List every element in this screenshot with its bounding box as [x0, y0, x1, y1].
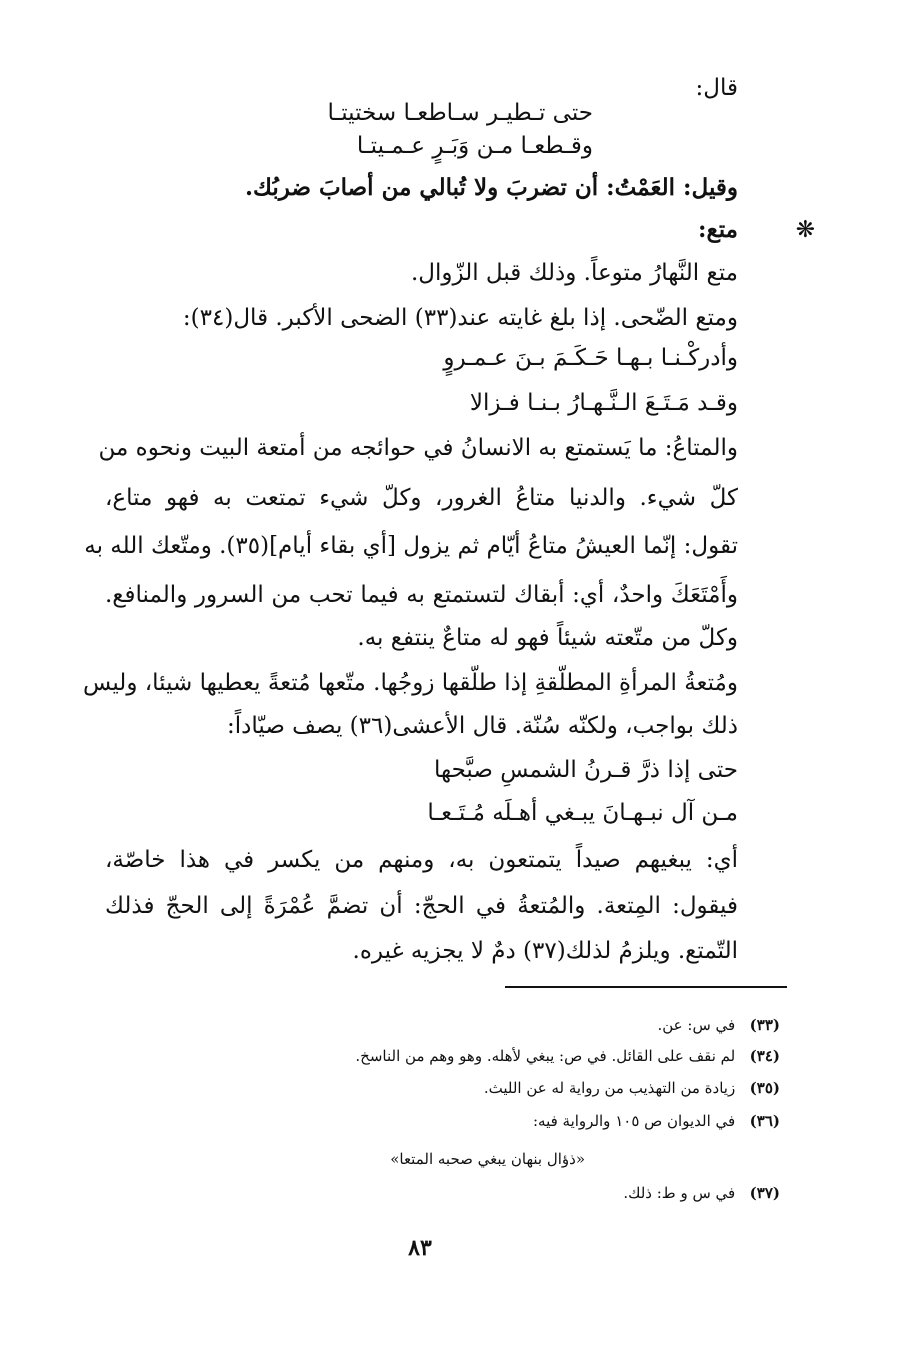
verse-line: مـن آل نبـهـانَ يبـغي أهـلَه مُـتَـعـا [427, 800, 738, 826]
text-line: وأَمْتَعَكَ واحدٌ، أي: أبقاك لتستمتع به فيما تحب من السرور والمنافع. [105, 582, 738, 608]
footnote-number: (٣٥) [749, 1079, 780, 1097]
footnote-number: (٣٣) [749, 1016, 780, 1034]
footnote [533, 1108, 780, 1134]
text-line: فيقول: المِتعة. والمُتعةُ في الحجّ: أن تضمَّ عُمْرَةً إلى الحجّ فذلك [105, 893, 738, 919]
footnote-number: (٣٧) [749, 1184, 780, 1202]
section-heading: متع: [698, 216, 738, 243]
footnote-verse [390, 1146, 585, 1172]
footnote-text: في س و ط: ذلك. [623, 1184, 736, 1202]
verse-line: حتى تـطيـر سـاطعـا سختيتـا [327, 100, 593, 126]
footnote-text: في س: عن. [657, 1016, 736, 1034]
footnote-divider [505, 986, 787, 988]
footnote [623, 1180, 780, 1206]
footnote-number: (٣٦) [749, 1112, 780, 1130]
text-line: أي: يبغيهم صيداً يتمتعون به، ومنهم من يكسر في هذا خاصّة، [105, 847, 738, 873]
text-line: ومُتعةُ المرأةِ المطلّقةِ إذا طلّقها زوجُها. متّعها مُتعةً يعطيها شيئا، وليس [83, 670, 738, 696]
text-line: قال: [695, 75, 738, 101]
text-line: والمتاعُ: ما يَستمتع به الانسانُ في حوائجه من أمتعة البيت ونحوه من [98, 435, 738, 461]
text-line: متع النَّهارُ متوعاً. وذلك قبل الزّوال. [411, 260, 738, 286]
footnote [658, 1012, 781, 1038]
text-line: تقول: إنّما العيشُ متاعُ أيّام ثم يزول [أي بقاء أيام](٣٥). ومتّعك الله به [84, 533, 738, 559]
verse-line: حتى إذا ذرَّ قـرنُ الشمسِ صبَّحها [433, 757, 738, 783]
footnote-text: في الديوان ص ١٠٥ والرواية فيه: [532, 1112, 736, 1130]
footnote-text: زيادة من التهذيب من رواية له عن الليث. [483, 1079, 736, 1097]
verse-line: وقـطعـا مـن وَبَـرٍ عـمـيتـا [356, 133, 593, 159]
text-line: كلّ شيء. والدنيا متاعُ الغرور، وكلّ شيء تمتعت به فهو متاع، [105, 485, 738, 511]
footnote-number: (٣٤) [749, 1047, 780, 1065]
section-marker: ❋ [795, 217, 815, 243]
text-line: التّمتع. ويلزمُ لذلك(٣٧) دمٌ لا يجزيه غيره. [352, 938, 738, 964]
text-line: ذلك بواجب، ولكنّه سُنّة. قال الأعشى(٣٦) يصف صيّاداً: [227, 713, 738, 739]
page-number: ٨٣ [408, 1235, 432, 1261]
verse-line: وأدركْـنـا بـهـا حَـكَـمَ بـنَ عـمـروٍ [443, 345, 738, 371]
text-line: وقيل: العَمْتُ: أن تضربَ ولا تُبالي من أصابَ ضربُك. [244, 174, 738, 201]
verse-line: وقـد مَـتَـعَ الـنَّـهـارُ بـنـا فـزالا [469, 390, 738, 416]
footnote [484, 1075, 780, 1101]
footnote [355, 1043, 780, 1069]
footnote-text: «ذؤال بنهان يبغي صحبه المتعا» [390, 1150, 585, 1168]
footnote-text: لم نقف على القائل. في ص: يبغي لأهله. وهو وهم من الناسخ. [355, 1047, 736, 1065]
text-line: وكلّ من متّعته شيئاً فهو له متاعٌ ينتفع به. [357, 625, 738, 651]
text-line: ومتع الضّحى. إذا بلغ غايته عند(٣٣) الضحى الأكبر. قال(٣٤): [182, 305, 738, 331]
